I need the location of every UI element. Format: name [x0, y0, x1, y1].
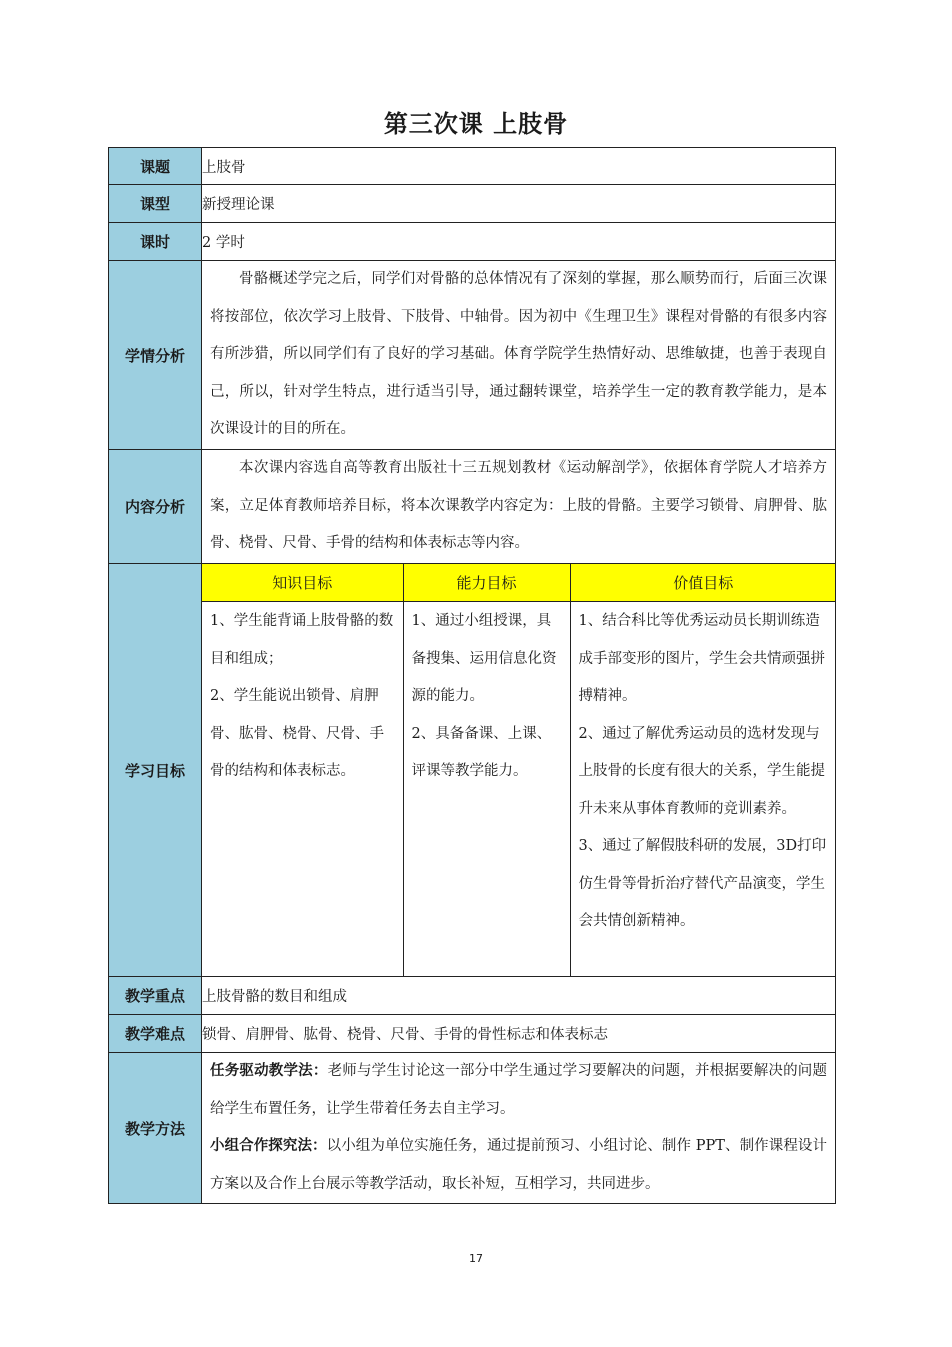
method-2 — [202, 1128, 835, 1203]
method-2-text: 以小组为单位实施任务，通过提前预习、小组讨论、制作 PPT、制作课程设计方案以及合作上台展示等教学活动，取长补短，互相学习，共同进步。 — [210, 1138, 827, 1192]
value-topic: 上肢骨 — [202, 148, 836, 185]
knowledge-goal-1: 1、学生能背诵上肢骨骼的数目和组成； — [210, 613, 394, 667]
row-hours — [109, 223, 836, 261]
value-goals-cell — [570, 602, 836, 977]
ability-goal-2: 2、具备备课、上课、评课等教学能力。 — [411, 725, 552, 779]
header-value-goals: 价值目标 — [570, 564, 836, 602]
row-topic — [109, 148, 836, 185]
label-type: 课型 — [109, 185, 202, 223]
student-analysis-text: 骨骼概述学完之后，同学们对骨骼的总体情况有了深刻的掌握，那么顺势而行，后面三次课将按部位，依次学习上肢骨、下肢骨、中轴骨。因为初中《生理卫生》课程对骨骼的有很多内容有所涉猎，所以同学们有了良好的学习基础。体育学院学生热情好动、思维敏捷，也善于表现自己，所以，针对学生特点，进行适当引导，通过翻转课堂，培养学生一定的教育教学能力，是本次课设计的目的所在。 — [210, 271, 827, 438]
label-hours: 课时 — [109, 223, 202, 261]
label-difficulty: 教学难点 — [109, 1015, 202, 1053]
value-type: 新授理论课 — [202, 185, 836, 223]
cell-content-analysis — [202, 450, 836, 564]
row-key-point — [109, 977, 836, 1015]
ability-goal-1: 1、通过小组授课，具备搜集、运用信息化资源的能力。 — [411, 613, 557, 704]
knowledge-goals-cell — [202, 602, 403, 977]
header-ability-goals: 能力目标 — [403, 564, 570, 602]
label-methods: 教学方法 — [109, 1053, 202, 1204]
label-key-point: 教学重点 — [109, 977, 202, 1015]
value-goal-3: 3、通过了解假肢科研的发展，3D打印仿生骨等骨折治疗替代产品演变，学生会共情创新精神。 — [578, 838, 827, 929]
method-1 — [202, 1053, 835, 1128]
row-difficulty — [109, 1015, 836, 1053]
row-content-analysis — [109, 450, 836, 564]
header-knowledge-goals: 知识目标 — [202, 564, 403, 602]
knowledge-goal-2: 2、学生能说出锁骨、肩胛骨、肱骨、桡骨、尺骨、手骨的结构和体表标志。 — [210, 688, 384, 779]
value-goal-2: 2、通过了解优秀运动员的选材发现与上肢骨的长度有很大的关系，学生能提升未来从事体育教师的竞训素养。 — [578, 725, 825, 817]
cell-learning-goals — [202, 564, 836, 977]
label-learning-goals: 学习目标 — [109, 564, 202, 977]
label-topic: 课题 — [109, 148, 202, 185]
lesson-plan-table — [108, 147, 836, 1204]
value-key-point: 上肢骨骼的数目和组成 — [202, 977, 836, 1015]
ability-goals-cell — [403, 602, 570, 977]
method-2-name: 小组合作探究法： — [210, 1138, 327, 1154]
goals-body-row — [202, 602, 836, 977]
row-student-analysis — [109, 261, 836, 450]
value-hours: 2 学时 — [202, 223, 836, 261]
label-content-analysis: 内容分析 — [109, 450, 202, 564]
goals-table — [202, 564, 836, 976]
method-1-name: 任务驱动教学法： — [210, 1063, 328, 1079]
page-title: 第三次课 上肢骨 — [383, 110, 569, 138]
row-learning-goals — [109, 564, 836, 977]
value-difficulty: 锁骨、肩胛骨、肱骨、桡骨、尺骨、手骨的骨性标志和体表标志 — [202, 1015, 836, 1053]
page-number: 17 — [469, 1252, 483, 1265]
goals-header-row — [202, 564, 836, 602]
value-goal-1: 1、结合科比等优秀运动员长期训练造成手部变形的图片，学生会共情顽强拼搏精神。 — [578, 613, 825, 704]
content-analysis-text: 本次课内容选自高等教育出版社十三五规划教材《运动解剖学》，依据体育学院人才培养方案，立足体育教师培养目标，将本次课教学内容定为：上肢的骨骼。主要学习锁骨、肩胛骨、肱骨、桡骨、尺骨、手骨的结构和体表标志等内容。 — [210, 460, 827, 552]
method-1-text: 老师与学生讨论这一部分中学生通过学习要解决的问题，并根据要解决的问题给学生布置任务，让学生带着任务去自主学习。 — [210, 1063, 827, 1117]
cell-methods — [202, 1053, 836, 1204]
row-type — [109, 185, 836, 223]
label-student-analysis: 学情分析 — [109, 261, 202, 450]
cell-student-analysis — [202, 261, 836, 450]
row-methods — [109, 1053, 836, 1204]
